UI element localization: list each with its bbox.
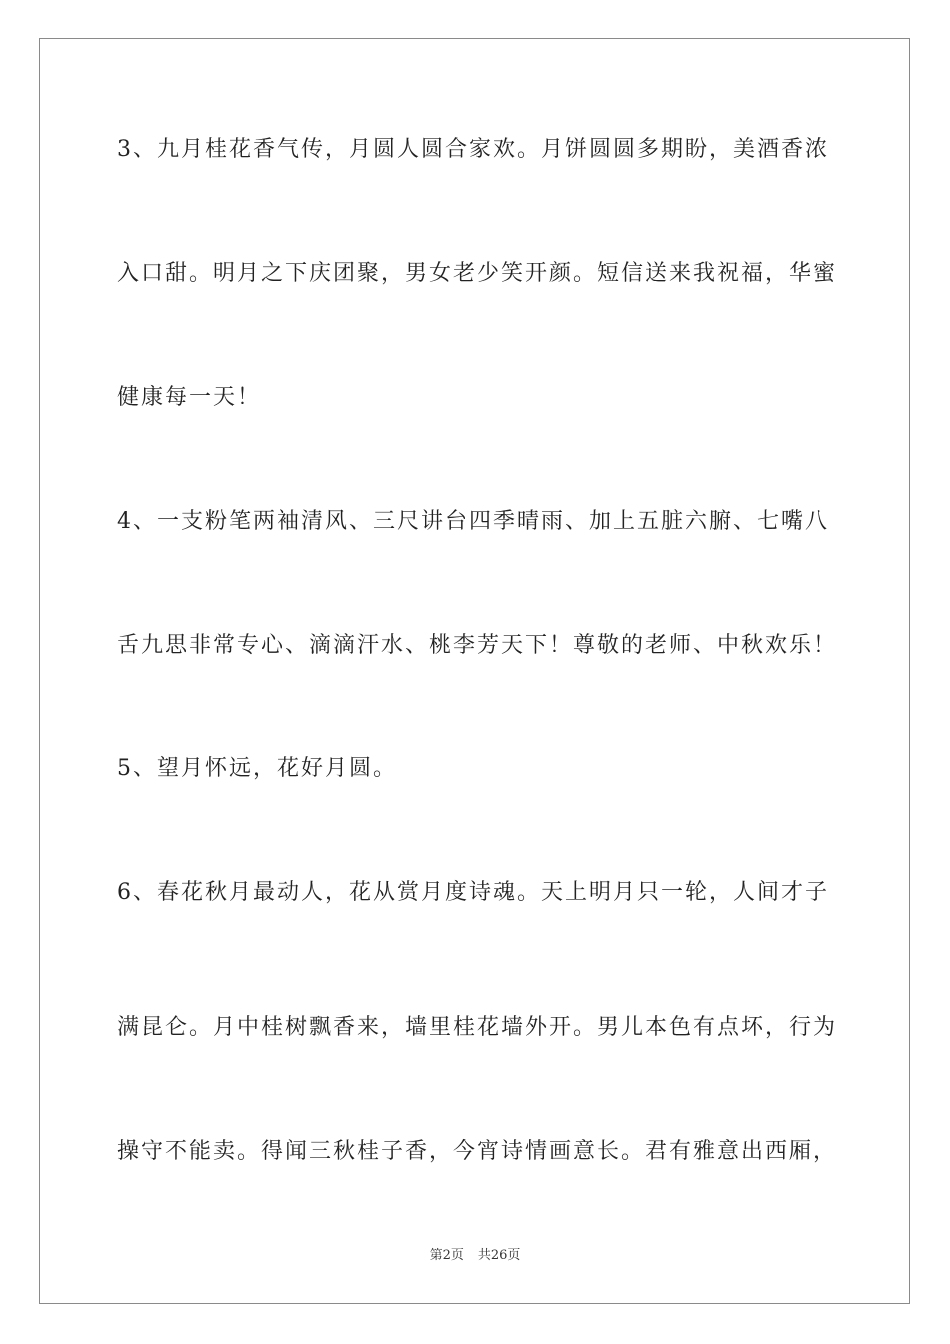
text-line: 入口甜。明月之下庆团聚，男女老少笑开颜。短信送来我祝福，华蜜 (117, 261, 838, 286)
page-number: 第2页 (429, 1248, 464, 1263)
text-line: 健康每一天！ (117, 385, 262, 410)
text-line: 满昆仑。月中桂树飘香来，墙里桂花墙外开。男儿本色有点坏，行为 (117, 1015, 838, 1040)
text-line: 3、九月桂花香气传，月圆人圆合家欢。月饼圆圆多期盼，美酒香浓 (117, 137, 829, 162)
page-frame (39, 38, 910, 1304)
text-line: 操守不能卖。得闻三秋桂子香，今宵诗情画意长。君有雅意出西厢， (117, 1139, 838, 1164)
text-line: 舌九思非常专心、滴滴汗水、桃李芳天下！尊敬的老师、中秋欢乐！ (117, 633, 838, 658)
text-line: 6、春花秋月最动人，花从赏月度诗魂。天上明月只一轮，人间才子 (117, 880, 829, 905)
text-line: 4、一支粉笔两袖清风、三尺讲台四季晴雨、加上五脏六腑、七嘴八 (117, 509, 829, 534)
page-footer (0, 1247, 950, 1265)
text-line: 5、望月怀远，花好月圆。 (117, 756, 397, 781)
page-total: 共26页 (477, 1248, 521, 1263)
